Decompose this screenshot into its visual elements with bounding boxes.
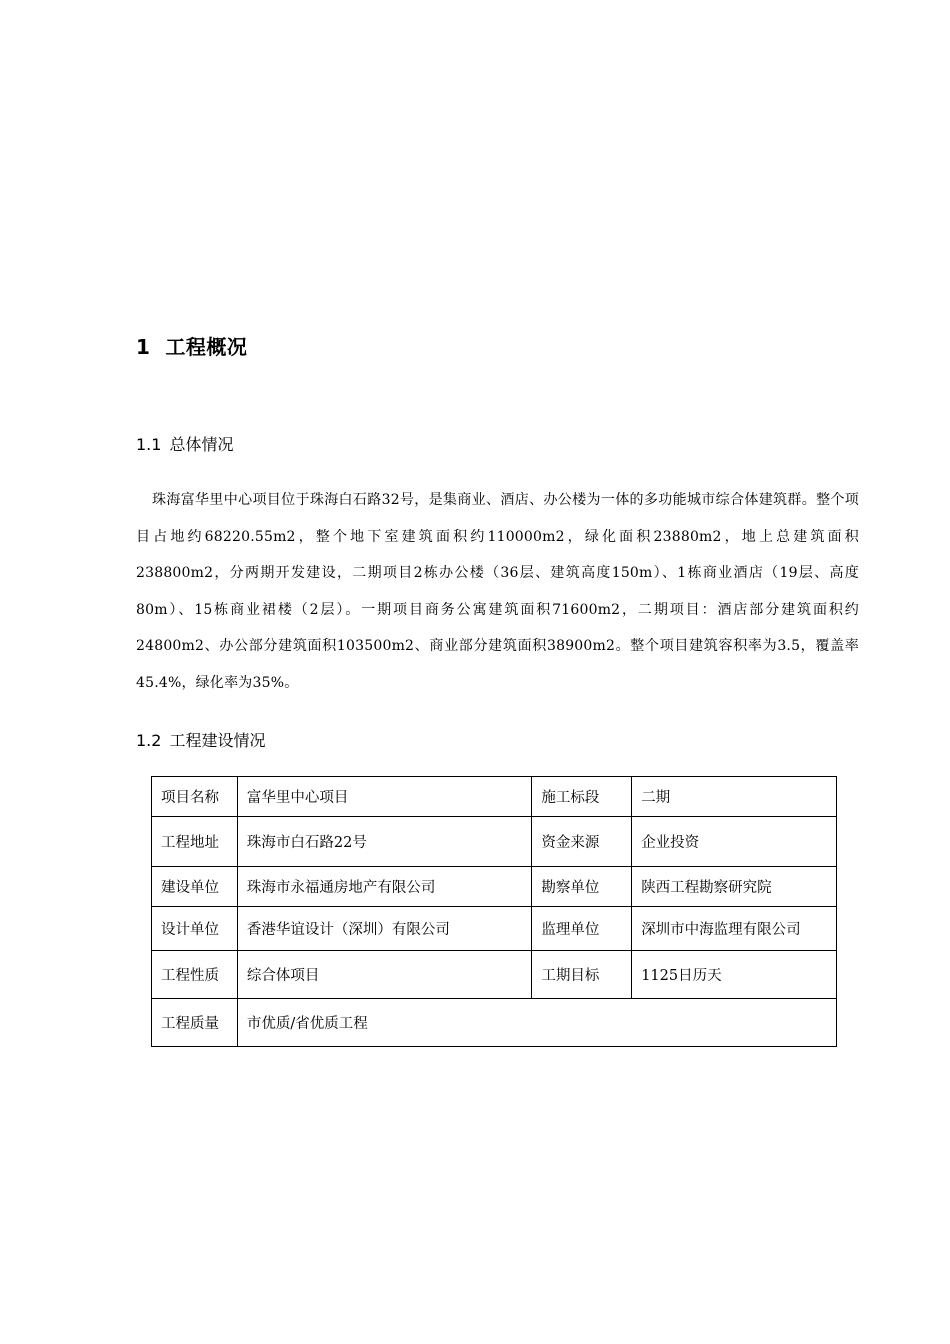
table-value-cell: 陕西工程勘察研究院 [632, 867, 837, 907]
subsection-number: 1.1 [136, 435, 162, 454]
table-value-cell: 综合体项目 [237, 951, 532, 999]
table-value-cell: 企业投资 [632, 817, 837, 867]
table-label-cell: 施工标段 [532, 777, 632, 817]
table-label-cell: 资金来源 [532, 817, 632, 867]
table-value-cell: 香港华谊设计（深圳）有限公司 [237, 907, 532, 951]
table-value-cell: 1125日历天 [632, 951, 837, 999]
subsection-heading-construction [136, 729, 265, 753]
section-number: 1 [136, 335, 151, 359]
table-value-cell: 珠海市白石路22号 [237, 817, 532, 867]
table-row [152, 817, 837, 867]
table-value-cell: 富华里中心项目 [237, 777, 532, 817]
table-row [152, 867, 837, 907]
table-row [152, 999, 837, 1047]
subsection-number: 1.2 [136, 731, 162, 750]
table-label-cell: 设计单位 [152, 907, 238, 951]
table-value-cell: 市优质/省优质工程 [237, 999, 836, 1047]
table-label-cell: 工程质量 [152, 999, 238, 1047]
subsection-title: 总体情况 [169, 435, 234, 454]
project-info-table [151, 776, 837, 1047]
table-label-cell: 工期目标 [532, 951, 632, 999]
overview-paragraph: 珠海富华里中心项目位于珠海白石路32号，是集商业、酒店、办公楼为一体的多功能城市综合体建筑群。整个项目占地约68220.55m2，整个地下室建筑面积约110000m2，绿化面积23880m2，地上总建筑面积238800m2，分两期开发建设，二期项目2栋办公楼（36层、建筑高度150m）、1栋商业酒店（19层、高度80m）、15栋商业裙楼（2层）。一期项目商务公寓建筑面积71600m2，二期项目：酒店部分建筑面积约24800m2、办公部分建筑面积103500m2、商业部分建筑面积38900m2。整个项目建筑容积率为3.5，覆盖率45.4%，绿化率为35%。 [136, 492, 859, 691]
section-title: 工程概况 [165, 335, 248, 359]
subsection-heading-overview [136, 433, 233, 457]
table-label-cell: 工程地址 [152, 817, 238, 867]
subsection-title: 工程建设情况 [169, 731, 266, 750]
table-row [152, 951, 837, 999]
table-label-cell: 项目名称 [152, 777, 238, 817]
section-heading-1 [136, 333, 247, 361]
table-row [152, 907, 837, 951]
table-label-cell: 工程性质 [152, 951, 238, 999]
table-label-cell: 勘察单位 [532, 867, 632, 907]
table-value-cell: 珠海市永福通房地产有限公司 [237, 867, 532, 907]
table-value-cell: 深圳市中海监理有限公司 [632, 907, 837, 951]
table-label-cell: 建设单位 [152, 867, 238, 907]
table-label-cell: 监理单位 [532, 907, 632, 951]
table-row [152, 777, 837, 817]
table-value-cell: 二期 [632, 777, 837, 817]
